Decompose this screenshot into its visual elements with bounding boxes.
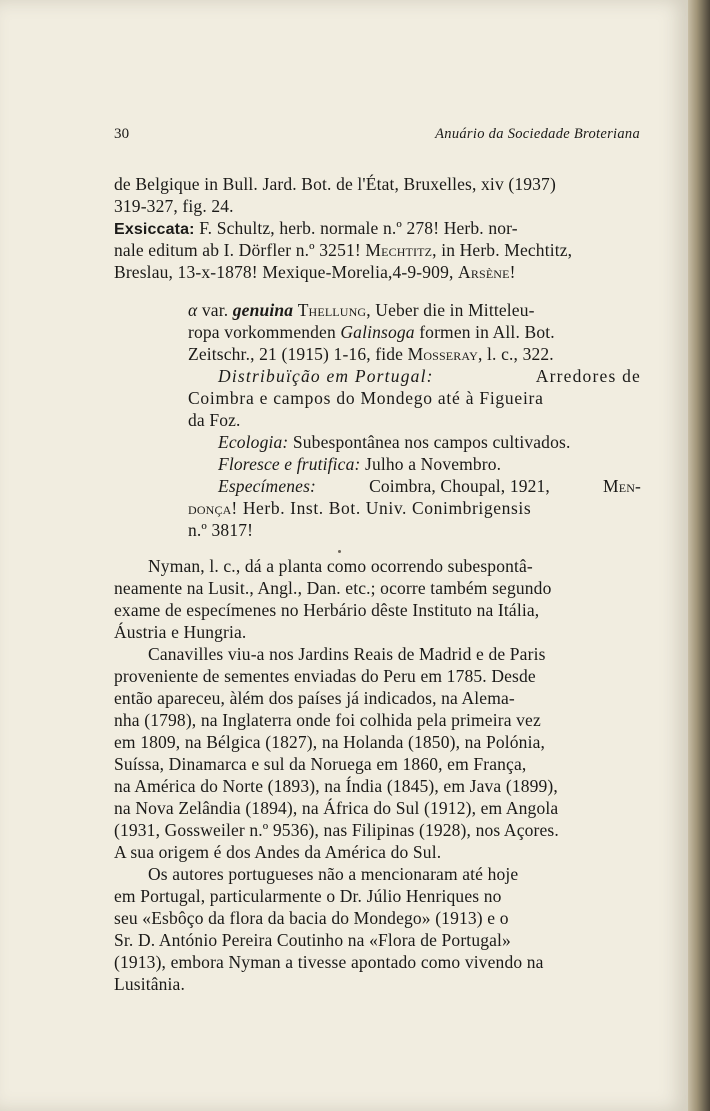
text-line <box>114 173 641 195</box>
ecology-line <box>218 431 570 453</box>
text-line: então apareceu, àlém dos países já indicados, na Alema- <box>114 688 515 708</box>
text-line: (1931, Gossweiler n.º 9536), nas Filipinas (1928), nos Açores. <box>114 820 559 840</box>
distribution-label: Distribuïção em Portugal: <box>218 366 434 386</box>
line-text: , l. c., 322. <box>477 344 554 364</box>
text-line: Coimbra e campos do Mondego até à Figueira <box>188 388 544 408</box>
page-edge <box>688 0 710 1111</box>
text-line <box>114 261 516 283</box>
text-line: Nyman, l. c., dá a planta como ocorrendo subespontâ- <box>148 556 533 576</box>
line-text: formen in All. Bot. <box>419 322 555 342</box>
exsiccata-line <box>114 217 641 241</box>
variety-name: genuina <box>232 300 294 320</box>
distribution-line <box>218 365 641 387</box>
author-name: Mosseray <box>407 344 478 364</box>
alpha-marker: α <box>188 300 198 320</box>
text-line: A sua origem é dos Andes da América do Sul. <box>114 842 442 862</box>
text-line: Canavilles viu-a nos Jardins Reais de Madrid e de Paris <box>148 644 546 664</box>
page-number: 30 <box>114 126 130 142</box>
text-line: em 1809, na Bélgica (1827), na Holanda (1850), na Polónia, <box>114 732 546 752</box>
text-line: n.º 3817! <box>188 520 254 540</box>
collector-name: Mechtitz <box>365 240 433 260</box>
text-line: proveniente de sementes enviadas do Peru em 1785. Desde <box>114 666 536 686</box>
text-line <box>188 497 531 519</box>
text-line: na América do Norte (1893), na Índia (1845), em Java (1899), <box>114 776 558 796</box>
specimens-line <box>218 475 641 497</box>
text-line: Sr. D. António Pereira Coutinho na «Flora de Portugal» <box>114 930 511 950</box>
flowering-text: Julho a Novembro. <box>365 454 502 474</box>
flowering-line <box>218 453 501 475</box>
line-text: , Ueber die in Mitteleu- <box>366 300 535 320</box>
running-title: Anuário da Sociedade Broteriana <box>435 126 640 142</box>
line-text: ropa vorkommenden <box>188 322 336 342</box>
ecology-text: Subespontânea nos campos cultivados. <box>292 432 571 452</box>
ecology-label: Ecologia: <box>218 432 289 452</box>
flowering-label: Floresce e frutifica: <box>218 454 361 474</box>
text-line: Os autores portugueses não a mencionaram até hoje <box>148 864 519 884</box>
genus-name: Galinsoga <box>340 322 415 342</box>
variety-line <box>188 299 641 321</box>
line-text: Zeitschr., 21 (1915) 1-16, fide <box>188 344 404 364</box>
line-text: de Belgique in Bull. Jard. Bot. de l'État, Bruxelles, xiv (1937) <box>114 174 556 194</box>
text-line: (1913), embora Nyman a tivesse apontado como vivendo na <box>114 952 544 972</box>
text-line: nha (1798), na Inglaterra onde foi colhida pela primeira vez <box>114 710 541 730</box>
specimens-label: Especímenes: <box>218 476 317 496</box>
line-text: , in Herb. Mechtitz, <box>432 240 573 260</box>
text-line: exame de especímenes no Herbário dêste Instituto na Itália, <box>114 600 540 620</box>
distribution-text: Arredores de <box>535 366 641 386</box>
text-line <box>114 239 572 261</box>
line-text: nale editum ab I. Dörfler n.º 3251! <box>114 240 361 260</box>
collector-name: Arsène <box>458 262 510 282</box>
text-line: neamente na Lusit., Angl., Dan. etc.; ocorre também segundo <box>114 578 552 598</box>
line-text: var. <box>201 300 229 320</box>
text-line <box>188 343 554 365</box>
line-text: ! <box>509 262 516 282</box>
text-line: da Foz. <box>188 410 241 430</box>
text-line: Lusitânia. <box>114 974 185 994</box>
line-text: Breslau, 13-x-1878! Mexique-Morelia,4-9-909, <box>114 262 454 282</box>
exsiccata-text: F. Schultz, herb. normale n.º 278! Herb. nor- <box>199 218 518 238</box>
text-line: em Portugal, particularmente o Dr. Júlio Henriques no <box>114 886 502 906</box>
text-line <box>188 321 555 343</box>
text-line: seu «Esbôço da flora da bacia do Mondego» (1913) e o <box>114 908 509 928</box>
text-line: 319-327, fig. 24. <box>114 196 234 216</box>
author-name: Thellung <box>297 300 367 320</box>
collector-name: donça <box>188 498 232 518</box>
line-text: ! Herb. Inst. Bot. Univ. Conimbrigensis <box>231 498 532 518</box>
collector-name: Men- <box>603 476 641 496</box>
text-line: na Nova Zelândia (1894), na África do Sul (1912), em Angola <box>114 798 559 818</box>
specimens-text: Coimbra, Choupal, 1921, <box>369 476 550 496</box>
text-line: Áustria e Hungria. <box>114 622 247 642</box>
text-line: Suíssa, Dinamarca e sul da Noruega em 1860, em França, <box>114 754 527 774</box>
exsiccata-label: Exsiccata: <box>114 221 195 238</box>
spacer-dot <box>338 550 341 553</box>
